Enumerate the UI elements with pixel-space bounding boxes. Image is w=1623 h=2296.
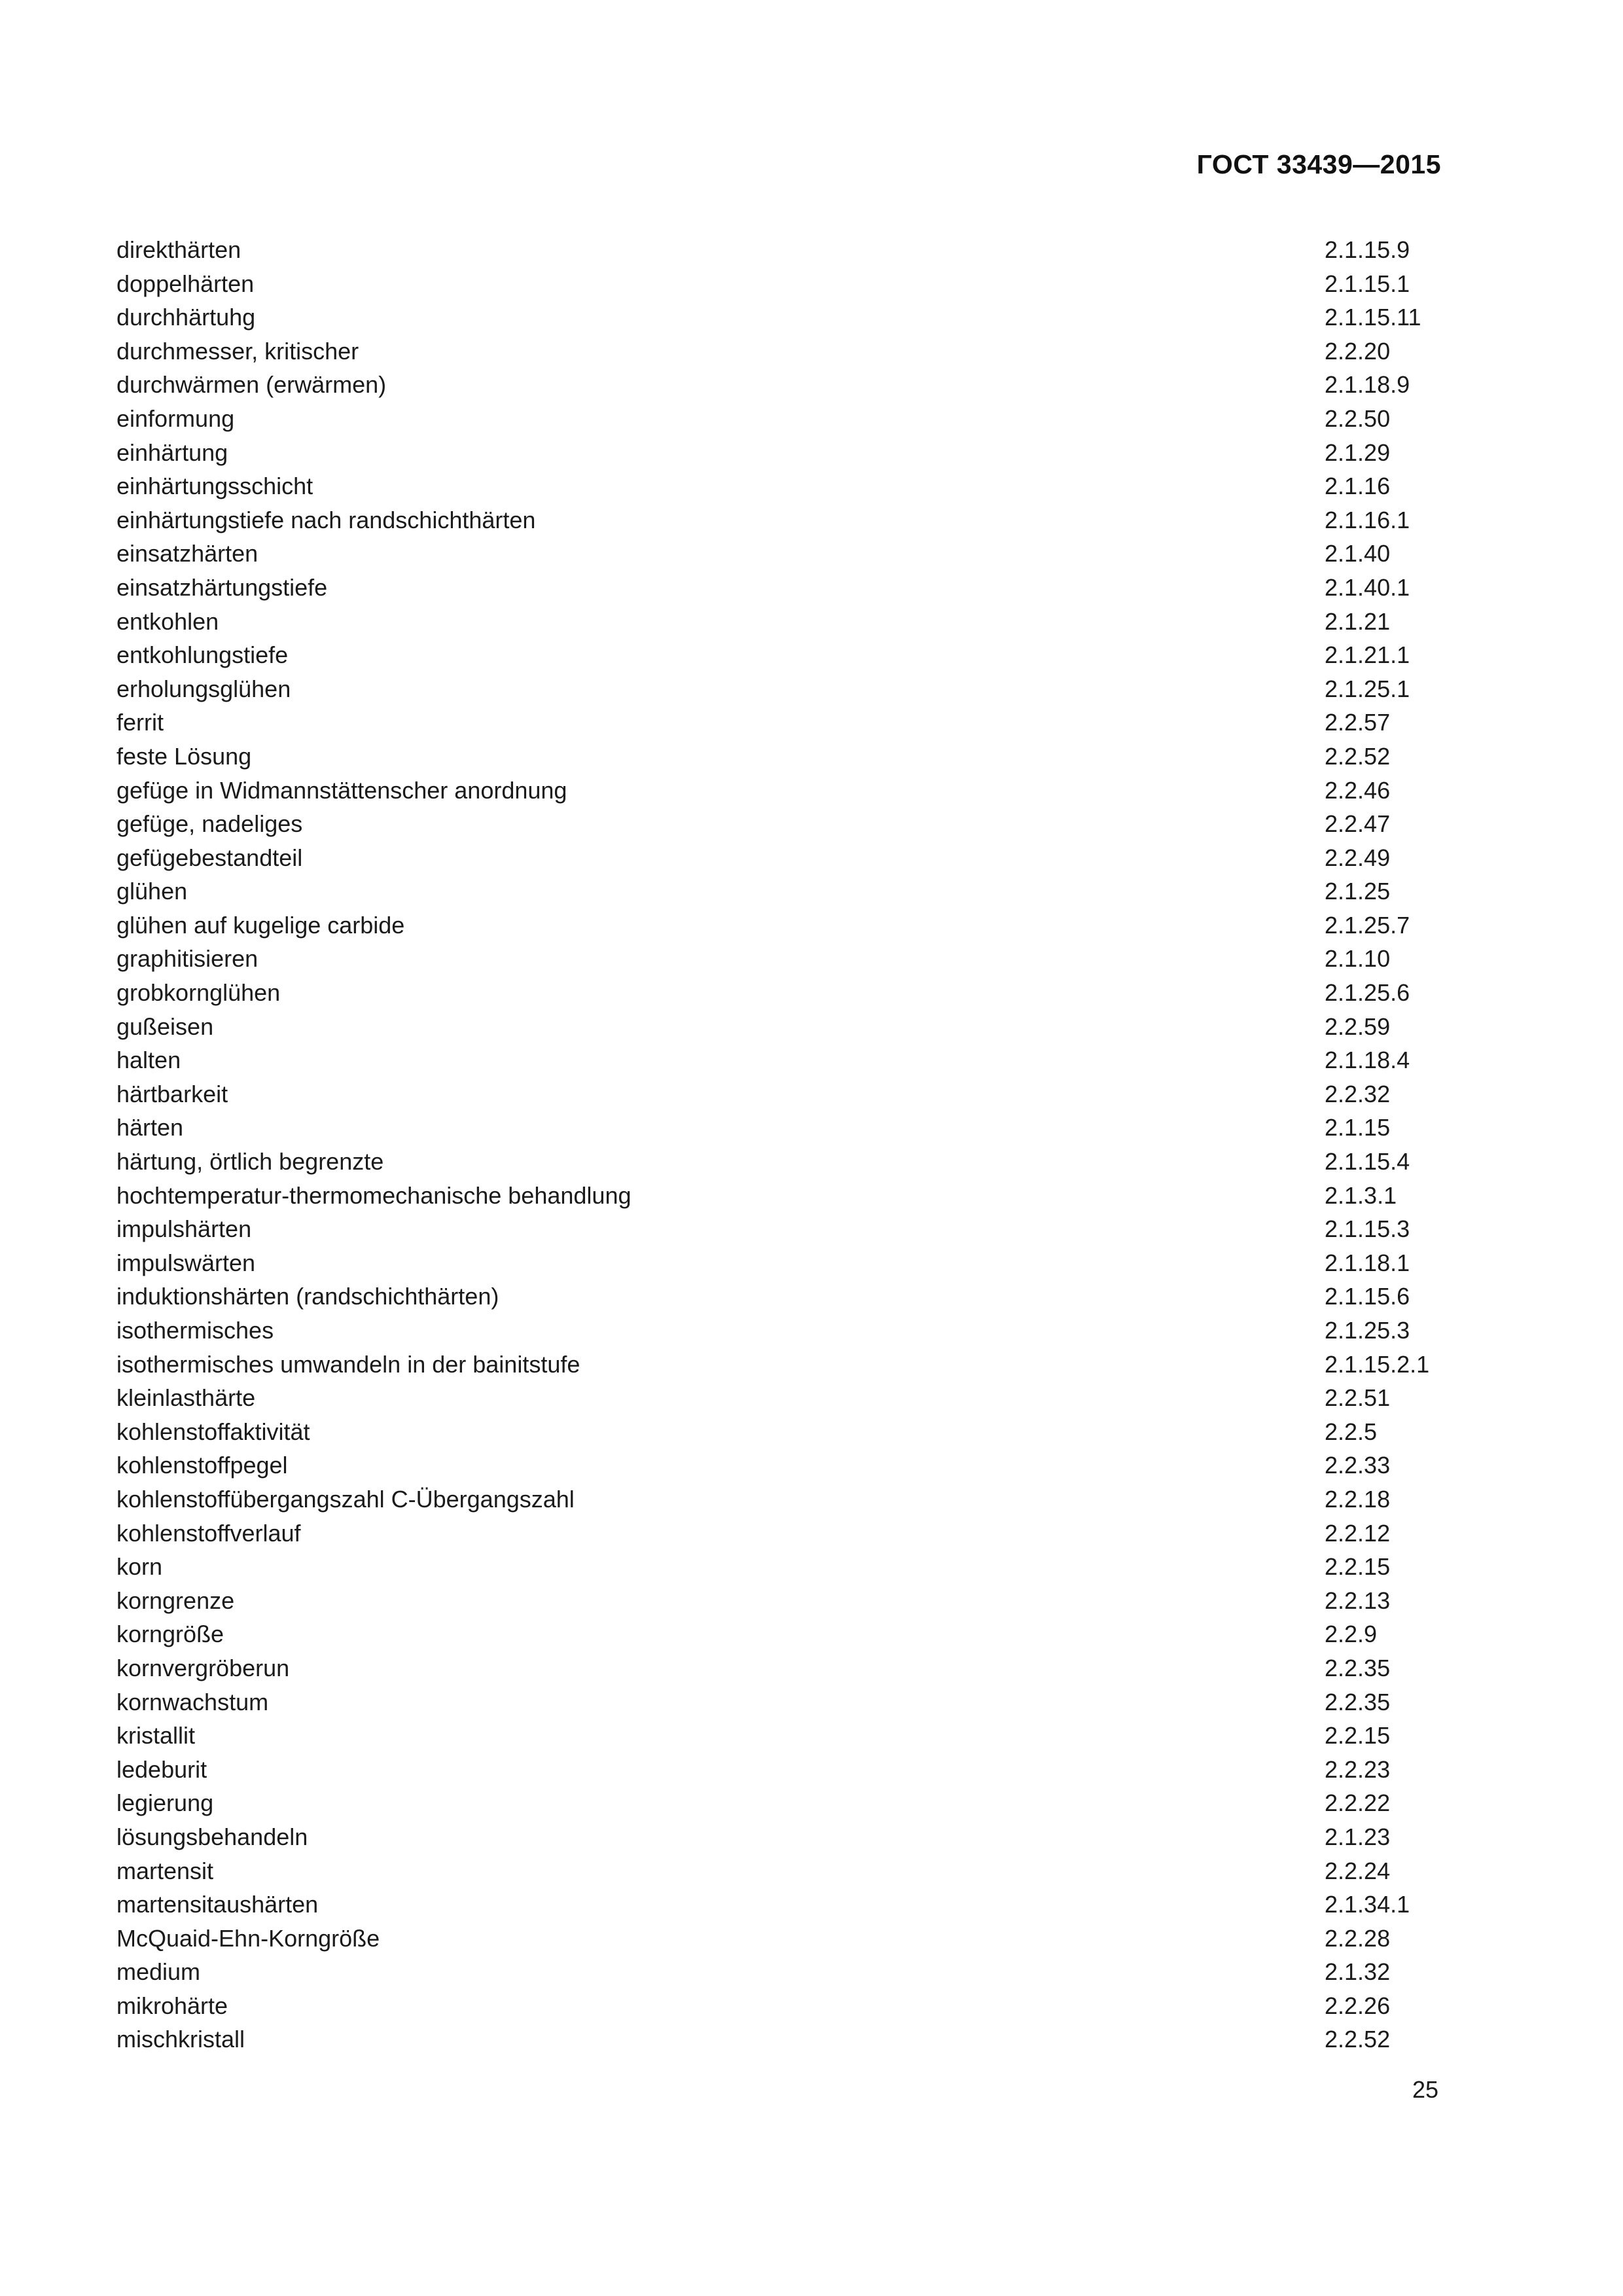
index-entry bbox=[116, 334, 1445, 368]
index-entry bbox=[116, 1955, 1445, 1989]
index-term: graphitisieren bbox=[116, 945, 259, 973]
index-entry bbox=[116, 942, 1445, 976]
index-entry bbox=[116, 807, 1445, 841]
index-entry bbox=[116, 1010, 1445, 1044]
index-entry bbox=[116, 1482, 1445, 1516]
index-term: ledeburit bbox=[116, 1755, 207, 1783]
index-entry bbox=[116, 1786, 1445, 1820]
index-reference: 2.2.49 bbox=[1325, 844, 1391, 871]
index-term: hochtemperatur-thermomechanische behandlung bbox=[116, 1181, 632, 1209]
index-reference: 2.2.20 bbox=[1325, 337, 1391, 365]
index-reference: 2.1.15.2.1 bbox=[1325, 1350, 1430, 1378]
index-term: isothermisches umwandeln in der bainitstufe bbox=[116, 1350, 580, 1378]
index-term: durchwärmen (erwärmen) bbox=[116, 371, 387, 399]
index-reference: 2.2.50 bbox=[1325, 404, 1391, 432]
index-term: feste Lösung bbox=[116, 742, 252, 770]
index-entry bbox=[116, 706, 1445, 740]
index-term: gußeisen bbox=[116, 1013, 214, 1040]
index-term: mischkristall bbox=[116, 2026, 245, 2053]
index-reference: 2.2.15 bbox=[1325, 1722, 1391, 1749]
index-entry bbox=[116, 1922, 1445, 1956]
index-term: kohlenstoffverlauf bbox=[116, 1519, 301, 1547]
index-reference: 2.1.18.1 bbox=[1325, 1249, 1410, 1276]
index-entry bbox=[116, 1719, 1445, 1753]
index-reference: 2.2.57 bbox=[1325, 709, 1391, 736]
index-term: kohlenstoffübergangszahl C-Übergangszahl bbox=[116, 1485, 575, 1513]
index-term: kornwachstum bbox=[116, 1688, 269, 1715]
index-entry bbox=[116, 368, 1445, 402]
index-entry bbox=[116, 2022, 1445, 2056]
index-entry bbox=[116, 571, 1445, 605]
index-entry bbox=[116, 469, 1445, 503]
index-entry bbox=[116, 1348, 1445, 1382]
index-reference: 2.2.12 bbox=[1325, 1519, 1391, 1547]
index-entry bbox=[116, 638, 1445, 672]
index-reference: 2.1.15.3 bbox=[1325, 1215, 1410, 1243]
index-reference: 2.1.25.6 bbox=[1325, 979, 1410, 1007]
index-entry bbox=[116, 1111, 1445, 1145]
index-reference: 2.1.15.1 bbox=[1325, 270, 1410, 297]
index-reference: 2.2.23 bbox=[1325, 1755, 1391, 1783]
index-term: kleinlasthärte bbox=[116, 1384, 256, 1412]
index-reference: 2.1.18.4 bbox=[1325, 1047, 1410, 1074]
index-term: einhärtungstiefe nach randschichthärten bbox=[116, 506, 536, 533]
index-term: martensitaushärten bbox=[116, 1891, 319, 1918]
index-entry bbox=[116, 267, 1445, 301]
index-term: kornvergröberun bbox=[116, 1654, 290, 1681]
index-entry bbox=[116, 402, 1445, 436]
index-term: einsatzhärtungstiefe bbox=[116, 573, 328, 601]
index-term: gefüge in Widmannstättenscher anordnung bbox=[116, 776, 567, 804]
index-reference: 2.2.28 bbox=[1325, 1924, 1391, 1952]
index-reference: 2.2.59 bbox=[1325, 1013, 1391, 1040]
index-entry bbox=[116, 1145, 1445, 1179]
index-reference: 2.1.15.9 bbox=[1325, 236, 1410, 263]
index-entry bbox=[116, 1617, 1445, 1651]
index-entry bbox=[116, 1854, 1445, 1888]
index-term: korngrenze bbox=[116, 1587, 235, 1614]
index-term: durchmesser, kritischer bbox=[116, 337, 359, 365]
term-index-list bbox=[116, 233, 1445, 2056]
index-reference: 2.1.25 bbox=[1325, 878, 1391, 905]
index-term: einhärtungsschicht bbox=[116, 473, 313, 500]
index-entry bbox=[116, 740, 1445, 774]
index-entry bbox=[116, 300, 1445, 334]
index-term: härten bbox=[116, 1114, 184, 1141]
index-term: durchhärtuhg bbox=[116, 304, 256, 331]
index-term: legierung bbox=[116, 1789, 214, 1817]
index-reference: 2.2.5 bbox=[1325, 1418, 1378, 1445]
index-entry bbox=[116, 1280, 1445, 1314]
index-entry bbox=[116, 841, 1445, 875]
index-reference: 2.1.15.11 bbox=[1325, 304, 1421, 331]
index-entry bbox=[116, 672, 1445, 706]
index-term: gefügebestandteil bbox=[116, 844, 303, 871]
index-entry bbox=[116, 1415, 1445, 1449]
index-reference: 2.1.34.1 bbox=[1325, 1891, 1410, 1918]
index-entry bbox=[116, 436, 1445, 470]
index-term: McQuaid-Ehn-Korngröße bbox=[116, 1924, 380, 1952]
index-entry bbox=[116, 1888, 1445, 1922]
index-term: korngröße bbox=[116, 1621, 224, 1648]
index-reference: 2.1.40 bbox=[1325, 540, 1391, 567]
index-reference: 2.1.10 bbox=[1325, 945, 1391, 973]
index-reference: 2.2.46 bbox=[1325, 776, 1391, 804]
index-term: impulswärten bbox=[116, 1249, 256, 1276]
index-term: einsatzhärten bbox=[116, 540, 259, 567]
index-term: glühen bbox=[116, 878, 188, 905]
index-entry bbox=[116, 233, 1445, 267]
index-entry bbox=[116, 1246, 1445, 1280]
index-term: kristallit bbox=[116, 1722, 196, 1749]
index-term: korn bbox=[116, 1553, 163, 1581]
document-header: ГОСТ 33439—2015 bbox=[1196, 149, 1441, 179]
index-reference: 2.1.25.1 bbox=[1325, 675, 1410, 702]
index-term: erholungsglühen bbox=[116, 675, 291, 702]
index-reference: 2.2.26 bbox=[1325, 1992, 1391, 2019]
index-reference: 2.1.16 bbox=[1325, 473, 1391, 500]
index-entry bbox=[116, 1989, 1445, 2023]
index-entry bbox=[116, 1314, 1445, 1348]
index-entry bbox=[116, 908, 1445, 942]
index-entry bbox=[116, 1820, 1445, 1854]
index-reference: 2.2.32 bbox=[1325, 1080, 1391, 1107]
index-reference: 2.1.25.7 bbox=[1325, 911, 1410, 939]
index-reference: 2.2.18 bbox=[1325, 1485, 1391, 1513]
index-term: medium bbox=[116, 1958, 201, 1986]
index-term: mikrohärte bbox=[116, 1992, 228, 2019]
index-reference: 2.2.35 bbox=[1325, 1654, 1391, 1681]
index-entry bbox=[116, 537, 1445, 571]
index-entry bbox=[116, 1212, 1445, 1246]
index-reference: 2.1.23 bbox=[1325, 1823, 1391, 1850]
index-reference: 2.1.3.1 bbox=[1325, 1181, 1397, 1209]
index-term: induktionshärten (randschichthärten) bbox=[116, 1283, 499, 1310]
index-entry bbox=[116, 1550, 1445, 1584]
index-term: direkthärten bbox=[116, 236, 241, 263]
index-term: gefüge, nadeliges bbox=[116, 810, 303, 838]
index-entry bbox=[116, 1651, 1445, 1685]
index-reference: 2.2.13 bbox=[1325, 1587, 1391, 1614]
index-reference: 2.2.52 bbox=[1325, 2026, 1391, 2053]
index-term: ferrit bbox=[116, 709, 164, 736]
index-term: impulshärten bbox=[116, 1215, 252, 1243]
index-entry bbox=[116, 1685, 1445, 1719]
index-term: einhärtung bbox=[116, 439, 228, 466]
index-reference: 2.2.52 bbox=[1325, 742, 1391, 770]
index-entry bbox=[116, 1179, 1445, 1213]
index-entry bbox=[116, 503, 1445, 537]
index-reference: 2.2.15 bbox=[1325, 1553, 1391, 1581]
index-reference: 2.2.22 bbox=[1325, 1789, 1391, 1817]
index-reference: 2.1.25.3 bbox=[1325, 1317, 1410, 1344]
index-term: härtbarkeit bbox=[116, 1080, 228, 1107]
index-reference: 2.2.35 bbox=[1325, 1688, 1391, 1715]
index-entry bbox=[116, 1077, 1445, 1111]
index-reference: 2.2.9 bbox=[1325, 1621, 1378, 1648]
index-reference: 2.1.16.1 bbox=[1325, 506, 1410, 533]
index-term: entkohlen bbox=[116, 607, 219, 635]
index-reference: 2.2.33 bbox=[1325, 1452, 1391, 1479]
index-reference: 2.2.24 bbox=[1325, 1857, 1391, 1884]
index-entry bbox=[116, 1753, 1445, 1787]
index-reference: 2.1.18.9 bbox=[1325, 371, 1410, 399]
index-term: doppelhärten bbox=[116, 270, 255, 297]
index-reference: 2.2.51 bbox=[1325, 1384, 1391, 1412]
index-reference: 2.1.15.4 bbox=[1325, 1148, 1410, 1175]
index-entry bbox=[116, 1043, 1445, 1077]
index-reference: 2.2.47 bbox=[1325, 810, 1391, 838]
index-reference: 2.1.29 bbox=[1325, 439, 1391, 466]
index-term: glühen auf kugelige carbide bbox=[116, 911, 405, 939]
index-term: grobkornglühen bbox=[116, 979, 281, 1007]
index-term: martensit bbox=[116, 1857, 214, 1884]
index-reference: 2.1.21 bbox=[1325, 607, 1391, 635]
index-entry bbox=[116, 874, 1445, 908]
index-reference: 2.1.32 bbox=[1325, 1958, 1391, 1986]
index-term: entkohlungstiefe bbox=[116, 641, 289, 669]
index-reference: 2.1.15.6 bbox=[1325, 1283, 1410, 1310]
index-term: isothermisches bbox=[116, 1317, 274, 1344]
index-entry bbox=[116, 1516, 1445, 1551]
page-number: 25 bbox=[1412, 2076, 1438, 2103]
index-entry bbox=[116, 1584, 1445, 1618]
index-term: kohlenstoffpegel bbox=[116, 1452, 288, 1479]
index-entry bbox=[116, 774, 1445, 808]
index-term: kohlenstoffaktivität bbox=[116, 1418, 310, 1445]
index-term: lösungsbehandeln bbox=[116, 1823, 308, 1850]
index-term: härtung, örtlich begrenzte bbox=[116, 1148, 384, 1175]
index-entry bbox=[116, 605, 1445, 639]
index-entry bbox=[116, 1381, 1445, 1415]
index-term: halten bbox=[116, 1047, 181, 1074]
index-reference: 2.1.40.1 bbox=[1325, 573, 1410, 601]
index-reference: 2.1.15 bbox=[1325, 1114, 1391, 1141]
index-reference: 2.1.21.1 bbox=[1325, 641, 1410, 669]
index-term: einformung bbox=[116, 404, 235, 432]
index-entry bbox=[116, 1448, 1445, 1482]
index-entry bbox=[116, 976, 1445, 1010]
